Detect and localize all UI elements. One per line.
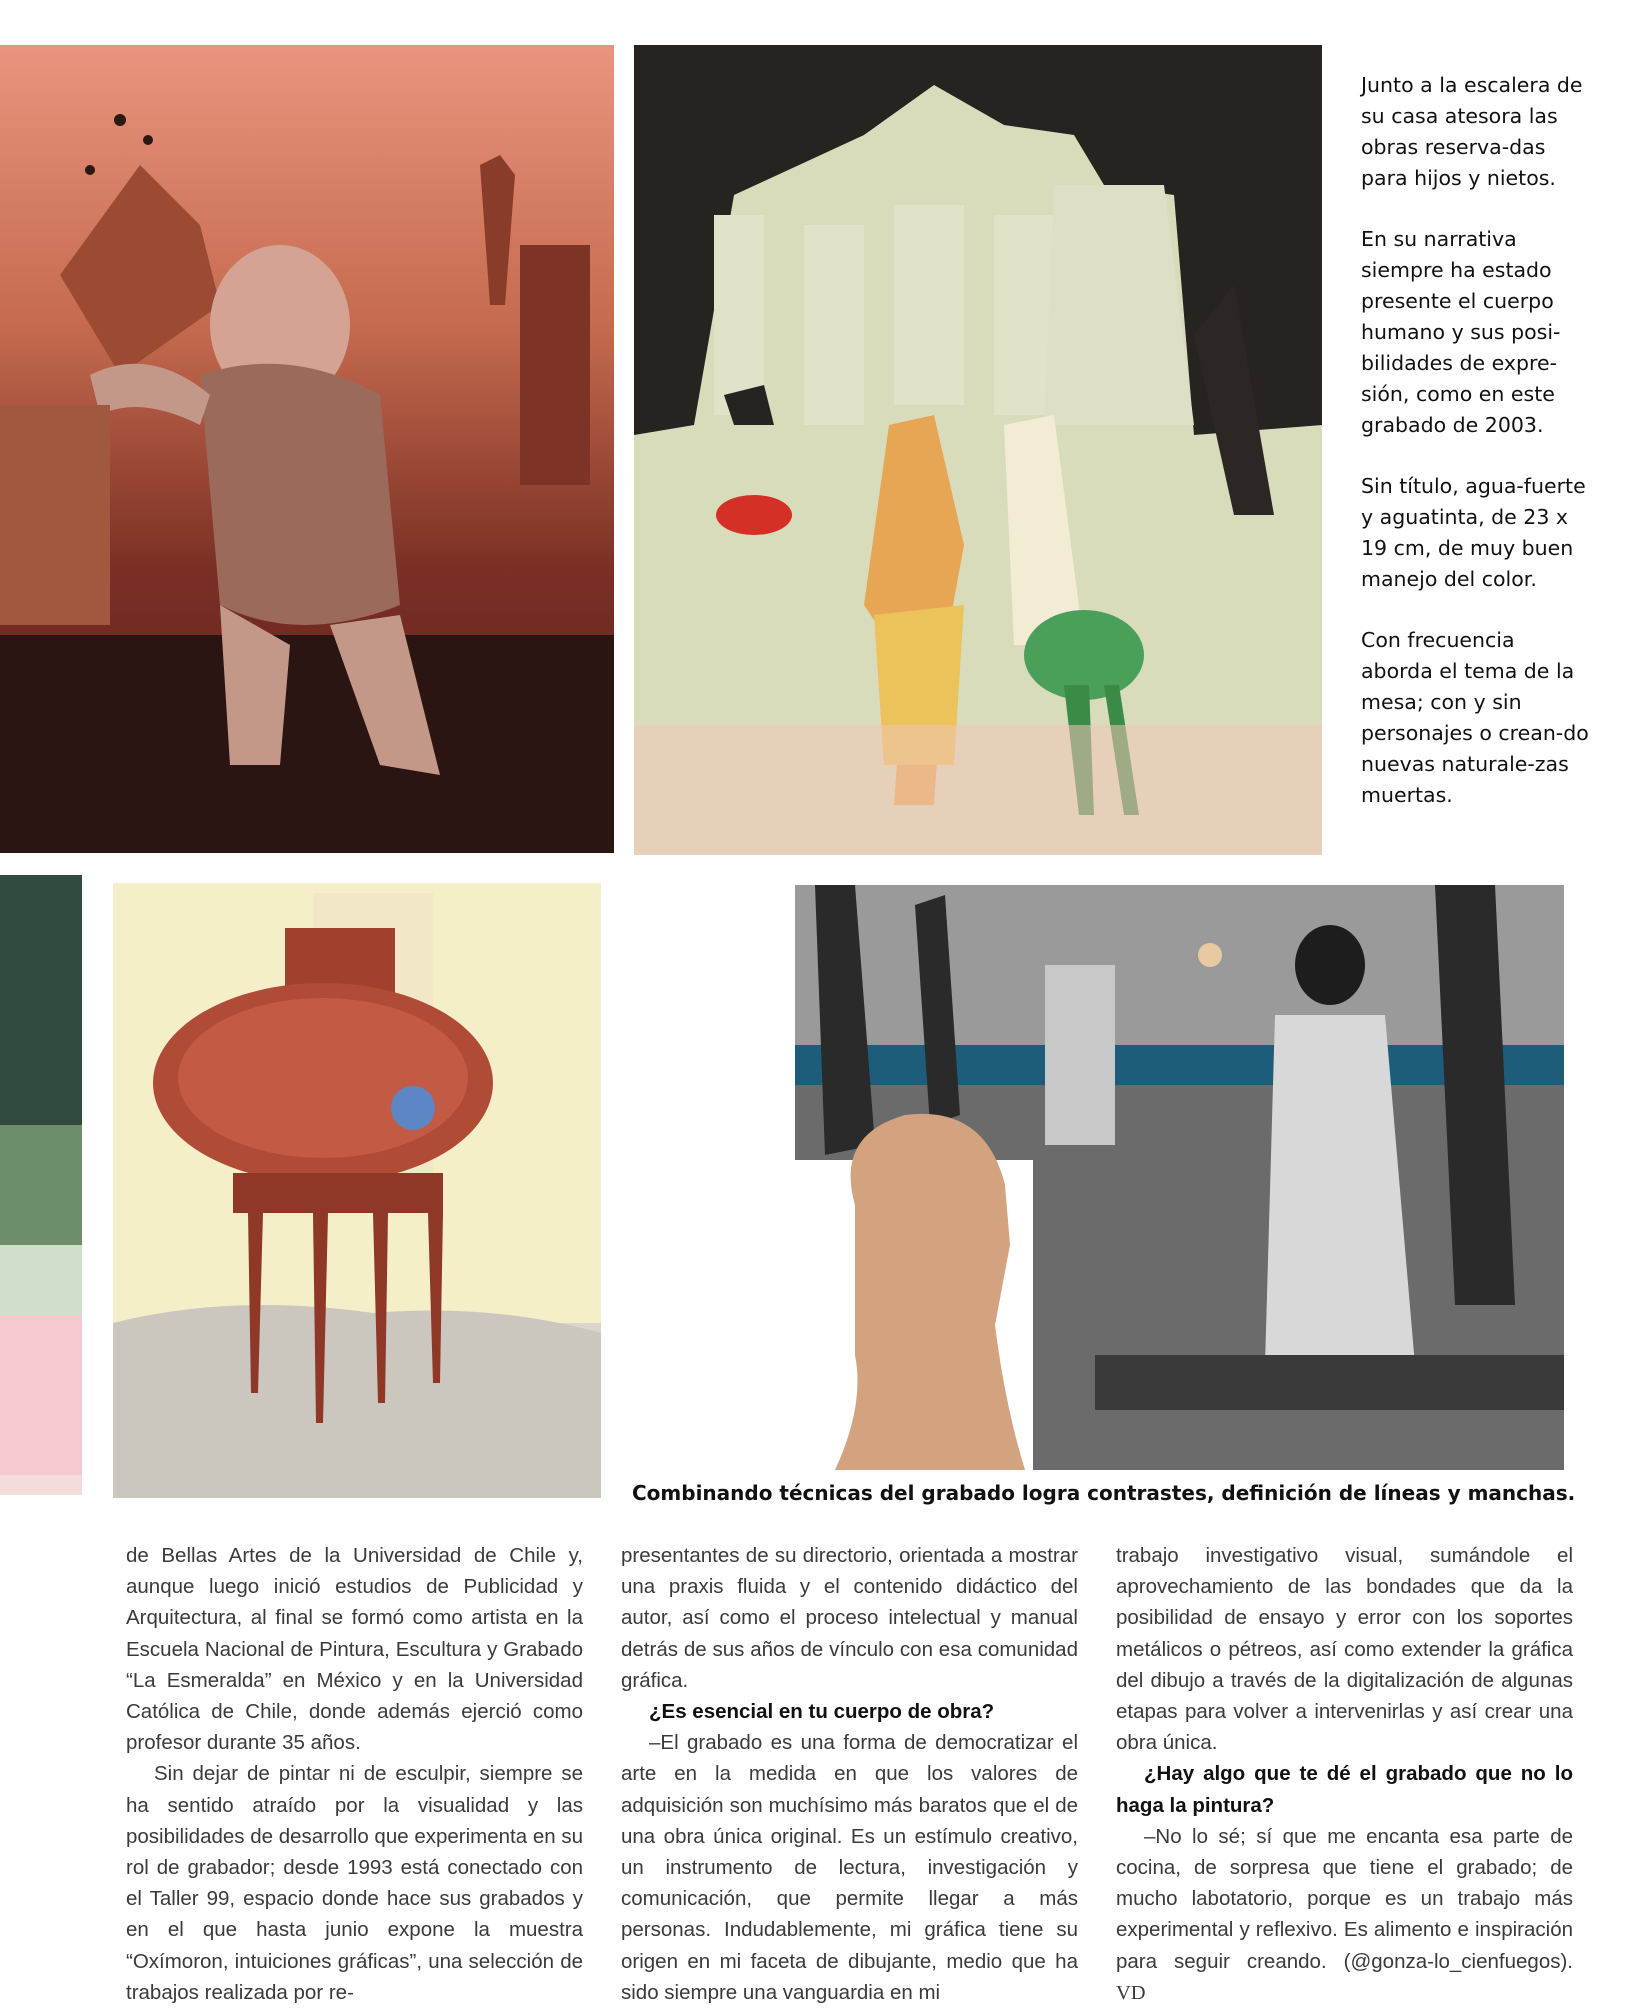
interview-question: ¿Hay algo que te dé el grabado que no lo haga la pintura?: [1116, 1762, 1573, 1817]
end-sign-off: VD: [1116, 1981, 1146, 2004]
article-paragraph: –El grabado es una forma de democratizar el arte en la medida en que los valores de adquisición son muchísimo más baratos que el de una obra única original. Es un estímulo creativo, un instrumento de lectura, investigación y comunicación, que permite llegar a más personas. Indudablemente, mi gráfica tiene su origen en mi faceta de dibujante, medio que ha sido siempre una vanguardia en mi: [621, 1731, 1078, 2004]
sidebar-caption-3: Sin título, agua-fuerte y aguatinta, de 23 x 19 cm, de muy buen manejo del color.: [1361, 474, 1586, 591]
article-column-3: [1116, 1540, 1573, 2009]
article-column-1: [126, 1540, 583, 2008]
artwork-woman-in-forest: [795, 885, 1564, 1470]
sidebar-caption-2: En su narrativa siempre ha estado presente el cuerpo humano y sus posi-bilidades de expre-sión, como en este grabado de 2003.: [1361, 227, 1561, 437]
sidebar-caption-4: Con frecuencia aborda el tema de la mesa; con y sin personajes o crean-do nuevas naturale-zas muertas.: [1361, 628, 1589, 807]
artwork-dancing-figure-etching: [0, 45, 614, 853]
artwork-table-still-life: [113, 883, 601, 1498]
article-paragraph: de Bellas Artes de la Universidad de Chile y, aunque luego inició estudios de Publicidad y Arquitectura, al final se formó como artista en la Escuela Nacional de Pintura, Escultura y Grabado “La Esmeralda” en México y en la Universidad Católica de Chile, donde además ejerció como profesor durante 35 años.: [126, 1544, 583, 1755]
interview-question: ¿Es esencial en tu cuerpo de obra?: [649, 1700, 995, 1724]
article-paragraph: trabajo investigativo visual, sumándole el aprovechamiento de las bondades que da la posibilidad de ensayo y error con los soportes metálicos o pétreos, así como extender la gráfica del dibujo a través de la digitalización de algunas etapas para volver a intervenirlas y así crear una obra única.: [1116, 1544, 1573, 1755]
image-caption: Combinando técnicas del grabado logra contrastes, definición de líneas y manchas.: [632, 1481, 1576, 1505]
article-paragraph: [1116, 1821, 1573, 2009]
sidebar-caption-1: Junto a la escalera de su casa atesora las obras reserva-das para hijos y nietos.: [1361, 73, 1583, 190]
article-paragraph: presentantes de su directorio, orientada a mostrar una praxis fluida y el contenido didáctico del autor, así como el proceso intelectual y manual detrás de sus años de vínculo con esa comunidad gráfica.: [621, 1544, 1078, 1692]
sidebar-captions: [1361, 70, 1591, 841]
article-text: –No lo sé; sí que me encanta esa parte de cocina, de sorpresa que tiene el grabado; de mucho labotatorio, porque es un trabajo más experimental y reflexivo. Es alimento e inspiración para seguir creando. (@gonza-lo_cienfuegos).: [1116, 1824, 1573, 1973]
article-column-2: [621, 1540, 1078, 2008]
artwork-figures-landscape: [634, 45, 1322, 855]
artwork-partial-left-edge: [0, 875, 82, 1495]
article-paragraph: Sin dejar de pintar ni de esculpir, siempre se ha sentido atraído por la visualidad y las posibilidades de desarrollo que experimenta en su rol de grabador; desde 1993 está conectado con el Taller 99, espacio donde hace sus grabados y en el que hasta junio expone la muestra “Oxímoron, intuiciones gráficas”, una selección de trabajos realizada por re-: [126, 1762, 583, 2004]
